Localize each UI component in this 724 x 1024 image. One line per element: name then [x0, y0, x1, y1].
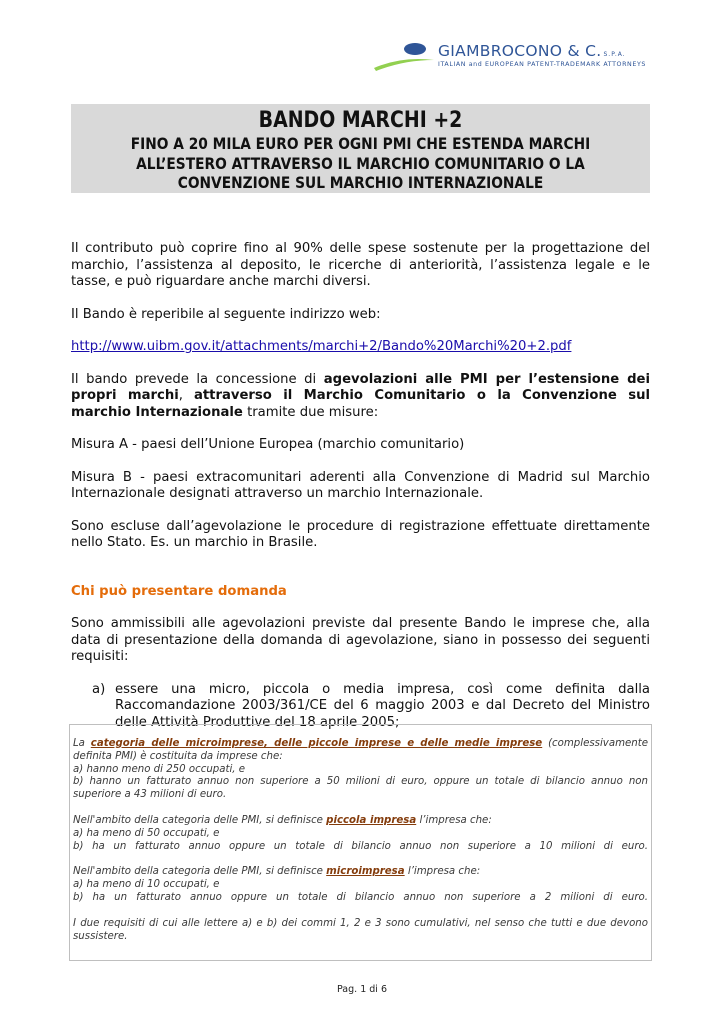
- paragraph-indirizzo: Il Bando è reperibile al seguente indirizzo web:: [71, 306, 381, 322]
- note-line: b) ha un fatturato annuo oppure un totale di bilancio annuo non superiore a 10 milioni di euro.: [73, 840, 648, 852]
- paragraph-esclusioni: Sono escluse dall’agevolazione le procedure di registrazione effettuate direttamente nello Stato. Es. un marchio in Brasile.: [71, 518, 650, 550]
- logo-tagline: ITALIAN and EUROPEAN PATENT-TRADEMARK ATTORNEYS: [438, 61, 646, 68]
- paragraph-misura-a: Misura A - paesi dell’Unione Europea (marchio comunitario): [71, 437, 465, 452]
- title-box: [71, 104, 650, 193]
- subtitle-line-3: CONVENZIONE SUL MARCHIO INTERNAZIONALE: [177, 173, 544, 192]
- logo-suffix: S.P.A.: [603, 51, 626, 58]
- page-number: Pag. 1 di 6: [337, 984, 387, 995]
- list-marker: a): [92, 681, 106, 697]
- note-cumulative: I due requisiti di cui alle lettere a) e b) dei commi 1, 2 e 3 sono cumulativi, nel senso che tutti e due devono sussistere.: [73, 917, 648, 942]
- paragraph-ammissibili: Sono ammissibili alle agevolazioni previste dal presente Bando le imprese che, alla data di presentazione della domanda di agevolazione, siano in possesso dei seguenti requisiti:: [71, 616, 650, 664]
- paragraph-concessione: Il bando prevede la concessione di agevolazioni alle PMI per l’estensione dei propri marchi, attraverso il Marchio Comunitario o la Convenzione sul marchio Internazionale tramite due misure:: [71, 371, 650, 420]
- note-pmi-intro: La categoria delle microimprese, delle piccole imprese e delle medie imprese (complessivamente definita PMI) è costituita da imprese che:: [73, 738, 648, 762]
- note-line: a) hanno meno di 250 occupati, e: [73, 763, 246, 775]
- list-item-text: essere una micro, piccola o media impresa, così come definita dalla Raccomandazione 2003/361/CE del 6 maggio 2003 e dal Decreto del Ministro delle Attività Produttive del 18 aprile 2005;: [115, 681, 650, 730]
- subtitle-line-1: FINO A 20 MILA EURO PER OGNI PMI CHE ESTENDA MARCHI: [130, 134, 591, 153]
- note-line: a) ha meno di 50 occupati, e: [73, 827, 220, 839]
- pmi-definition-box: [69, 724, 652, 961]
- note-line: b) ha un fatturato annuo oppure un totale di bilancio annuo non superiore a 2 milioni di euro.: [73, 891, 648, 903]
- paragraph-contributo: Il contributo può coprire fino al 90% delle spese sostenute per la progettazione del marchio, l’assistenza al deposito, le ricerche di anteriorità, l’assistenza legale e le tasse, e può riguardare anche marchi diversi.: [71, 241, 650, 289]
- logo-name: GIAMBROCONO & C. S.P.A.: [438, 42, 626, 60]
- section-heading: Chi può presentare domanda: [71, 583, 287, 599]
- note-line: a) ha meno di 10 occupati, e: [73, 879, 220, 891]
- note-piccola-intro: Nell'ambito della categoria delle PMI, si definisce piccola impresa l’impresa che:: [73, 814, 492, 826]
- paragraph-misura-b: Misura B - paesi extracomunitari aderenti alla Convenzione di Madrid sul Marchio Internazionale designati attraverso un marchio Internazionale.: [71, 469, 650, 501]
- company-logo: [372, 38, 652, 78]
- note-micro-intro: Nell'ambito della categoria delle PMI, si definisce microimpresa l’impresa che:: [73, 866, 481, 878]
- bando-link[interactable]: http://www.uibm.gov.it/attachments/marchi+2/Bando%20Marchi%20+2.pdf: [71, 339, 572, 354]
- logo-swoosh-icon: [372, 38, 442, 78]
- document-title: BANDO MARCHI +2: [258, 108, 463, 133]
- main-content: [71, 241, 650, 731]
- subtitle-line-2: ALL’ESTERO ATTRAVERSO IL MARCHIO COMUNITARIO O LA: [136, 153, 585, 173]
- note-line: b) hanno un fatturato annuo non superiore a 50 milioni di euro, oppure un totale di bilancio annuo non superiore a 43 milioni di euro.: [73, 776, 648, 801]
